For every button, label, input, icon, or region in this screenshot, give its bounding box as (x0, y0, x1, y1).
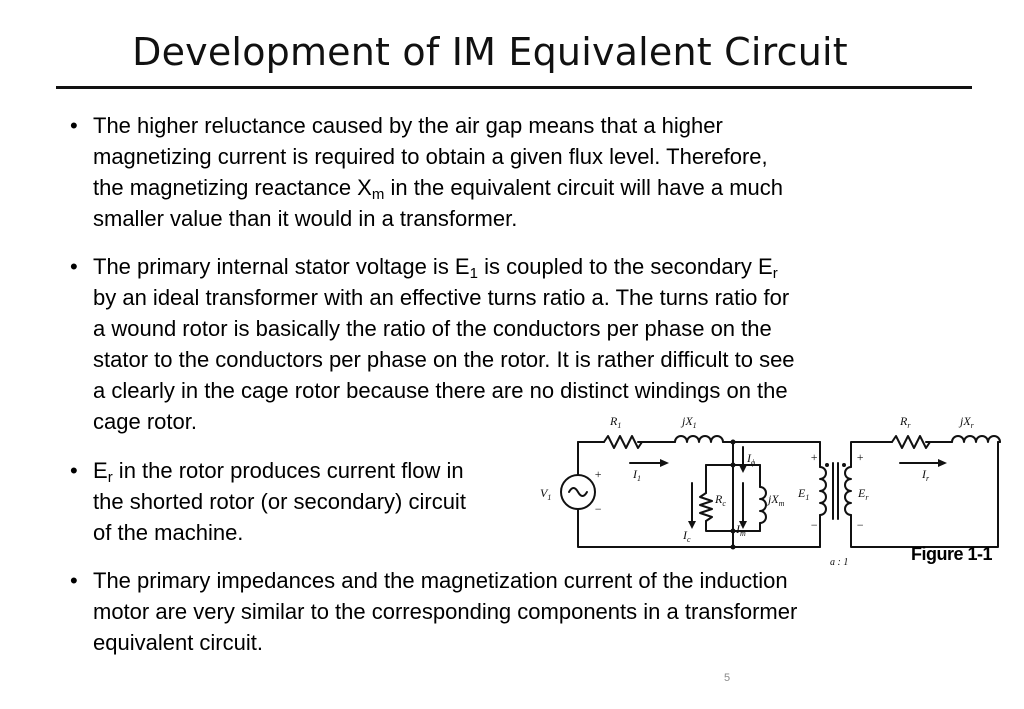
svg-text:Rc: $R_c$ (715, 492, 726, 508)
svg-text:Er: $E_r$ (858, 486, 869, 502)
subscript: m (371, 186, 385, 203)
subscript: r (107, 469, 113, 486)
bullet-text (93, 110, 783, 234)
subscript: 1 (469, 265, 478, 282)
bullet-line: cage rotor. (93, 409, 197, 434)
svg-text:E1: $E_1$ (798, 486, 810, 502)
subscript: r (772, 265, 778, 282)
slide-title: Development of IM Equivalent Circuit (132, 30, 848, 74)
bullet-dot: • (70, 254, 78, 279)
bullet-line: The primary internal stator voltage is $E_1$ is coupled to the secondary $E_r$ (93, 254, 778, 282)
figure-caption: Figure 1-1 (911, 544, 993, 564)
bullet-dot: • (70, 113, 78, 138)
bullet-dot: • (70, 458, 78, 483)
svg-text:jXr: $jX_r$ (960, 414, 974, 430)
svg-text:a : 1: a : 1 (830, 557, 849, 567)
bullet-line: a wound rotor is basically the ratio of the conductors per phase on the (93, 316, 772, 341)
svg-text:+: + (810, 450, 819, 464)
svg-text:Iϕ: $I_\phi$ (747, 451, 756, 467)
bullet-text (93, 565, 797, 658)
rr-resistor (892, 436, 930, 448)
svg-text:R1: $R_1$ (610, 414, 622, 430)
bullet-text (93, 455, 466, 548)
svg-text:−: − (856, 518, 865, 532)
bullet-line: motor are very similar to the corresponding components in a transformer (93, 599, 798, 624)
jxr-inductor (952, 436, 1000, 442)
bullet-line: stator to the conductors per phase on the rotor. It is rather difficult to see (93, 347, 795, 372)
primary-winding (820, 467, 826, 515)
svg-text:Rr: $R_r$ (900, 414, 911, 430)
svg-text:+: + (856, 450, 865, 464)
jx1-inductor (675, 436, 723, 442)
bullet-line: smaller value than it would in a transformer. (93, 206, 518, 231)
r1-resistor (604, 436, 642, 448)
title-underline (56, 86, 972, 89)
bullet-line: the magnetizing reactance $X_m$ in the equivalent circuit will have a much (93, 175, 783, 203)
svg-text:−: − (594, 502, 603, 516)
bullet-line: $E_r$ in the rotor produces current flow in (93, 458, 464, 486)
bullet-dot: • (70, 568, 78, 593)
rc-resistor (700, 493, 712, 521)
svg-text:Ir: $I_r$ (922, 467, 930, 483)
bullet-line: magnetizing current is required to obtain a given flux level. Therefore, (93, 144, 768, 169)
svg-text:jXm: $jX_m$ (768, 492, 785, 508)
equivalent-circuit-diagram (540, 405, 1010, 567)
bullet-line: by an ideal transformer with an effective turns ratio a. The turns ratio for (93, 285, 790, 310)
secondary-winding (845, 467, 851, 515)
svg-text:Im: $I_m$ (736, 522, 746, 538)
jxm-inductor (760, 487, 766, 523)
svg-text:V1: $V_1$ (540, 486, 552, 502)
svg-text:jX1: $jX_1$ (682, 414, 697, 430)
svg-text:I1: $I_1$ (633, 467, 641, 483)
svg-text:Ic: $I_c$ (683, 528, 691, 544)
bullet-line: the shorted rotor (or secondary) circuit (93, 489, 466, 514)
bullet-line: The higher reluctance caused by the air gap means that a higher (93, 113, 723, 138)
svg-text:+: + (594, 467, 603, 481)
bullet-line: The primary impedances and the magnetization current of the induction (93, 568, 788, 593)
bullet-line: of the machine. (93, 520, 244, 545)
bullet-line: equivalent circuit. (93, 630, 263, 655)
bullet-line: a clearly in the cage rotor because there are no distinct windings on the (93, 378, 788, 403)
page-number: 5 (724, 672, 731, 684)
svg-text:−: − (810, 518, 819, 532)
